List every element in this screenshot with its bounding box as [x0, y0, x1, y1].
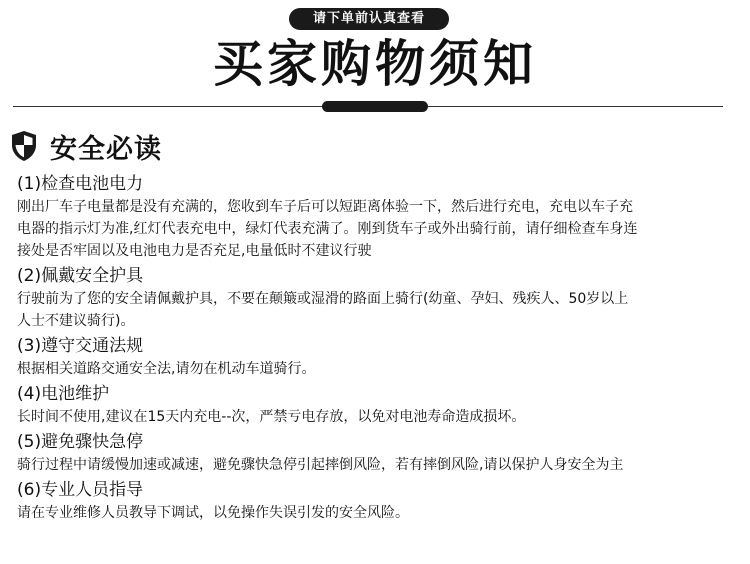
notice-item-body: [17, 406, 737, 428]
notice-item-line: 长时间不使用,建议在15天内充电--次，严禁亏电存放，以免对电池寿命造成损坏。: [17, 409, 526, 425]
notice-item-line: 请在专业维修人员教导下调试，以免操作失误引发的安全风险。: [17, 505, 409, 521]
notice-item-heading: (4)电池维护: [17, 384, 110, 404]
notice-item-body: [17, 196, 737, 262]
section-title: 安全必读: [50, 133, 162, 165]
notice-item-body: [17, 288, 737, 332]
notice-item-heading: (1)检查电池电力: [17, 174, 144, 194]
notice-item-heading: (6)专业人员指导: [17, 480, 144, 500]
notice-item-line: 刚出厂车子电量都是没有充满的，您收到车子后可以短距离体验一下，然后进行充电，充电以车子充: [17, 199, 633, 215]
notice-item-line: 电器的指示灯为准,红灯代表充电中，绿灯代表充满了。刚到货车子或外出骑行前，请仔细检查车身连: [17, 221, 638, 237]
notice-item: [17, 430, 737, 476]
notice-item: [17, 334, 737, 380]
notice-item-line: 人士不建议骑行)。: [17, 313, 135, 329]
notice-item: [17, 382, 737, 428]
notice-item-heading: (5)避免骤快急停: [17, 432, 144, 452]
notice-item-heading: (2)佩戴安全护具: [17, 266, 144, 286]
notice-item-body: [17, 502, 737, 524]
notice-item-line: 行驶前为了您的安全请佩戴护具，不要在颠簸或湿滑的路面上骑行(幼童、孕妇、残疾人、50岁以上: [17, 291, 629, 307]
notice-item: [17, 478, 737, 524]
notice-item-body: [17, 358, 737, 380]
notice-item-body: [17, 454, 737, 476]
shield-icon: [10, 130, 38, 162]
page-title: 买家购物须知: [213, 35, 537, 93]
notice-item: [17, 172, 737, 262]
section-header: [10, 128, 162, 164]
notice-item-line: 骑行过程中请缓慢加速或减速，避免骤快急停引起摔倒风险，若有摔倒风险,请以保护人身安全为主: [17, 457, 624, 473]
notice-list: [17, 172, 737, 526]
notice-item-line: 接处是否牢固以及电池电力是否充足,电量低时不建议行驶: [17, 243, 372, 259]
notice-item: [17, 264, 737, 332]
notice-item-line: 根据相关道路交通安全法,请勿在机动车道骑行。: [17, 361, 316, 377]
notice-item-heading: (3)遵守交通法规: [17, 336, 144, 356]
notice-badge: 请下单前认真查看: [289, 8, 449, 30]
title-divider-accent: [322, 101, 428, 112]
